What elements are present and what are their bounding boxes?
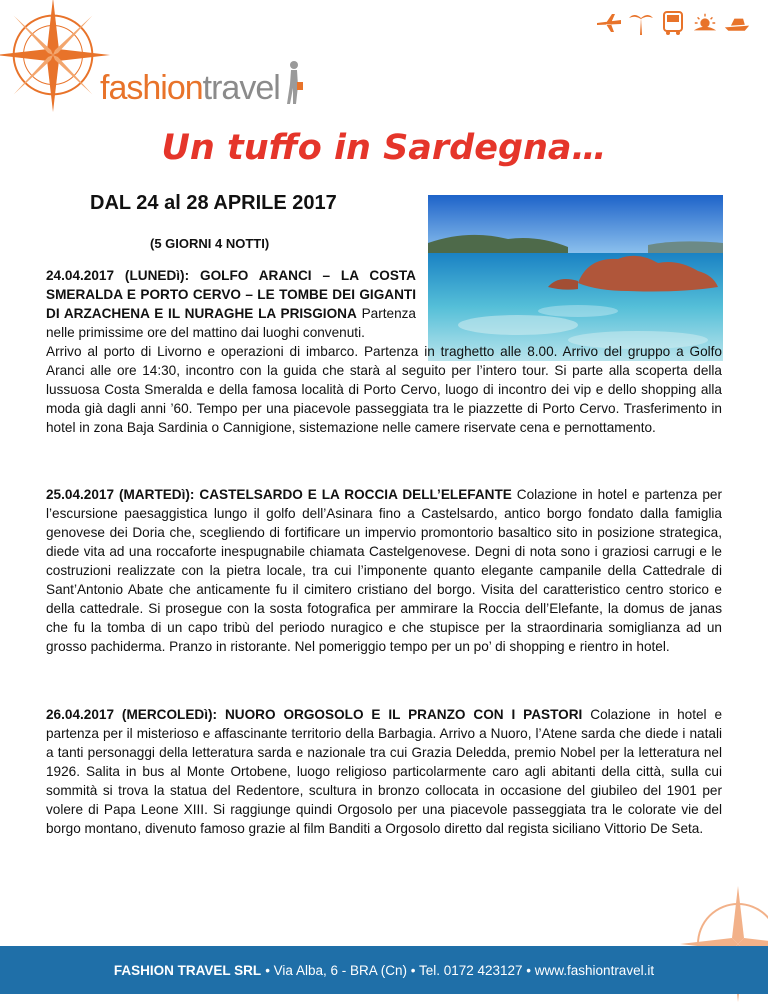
day-3-heading: 26.04.2017 (MERCOLEDì): NUORO ORGOSOLO E IL PRANZO CON I PASTORI [46, 707, 583, 722]
trip-dates: DAL 24 al 28 APRILE 2017 [90, 192, 337, 214]
day-2-body: Colazione in hotel e partenza per l’escursione paesaggistica lungo il golfo dell’Asinara fino a Castelsardo, antico borgo fondato dalla famiglia genovese dei Doria che, scegliendo di fortificare un impervio promontorio basaltico sito in posizione strategica, diede vita ad una roccaforte inespugnabile chiamata Castelgenovese. Degni di nota sono i graziosi carrugi e le costruzioni realizzate con la pietra locale, tra cui l’imponente quanto elegante campanile della Cattedrale di Sant’Antonio Abate che anticamente fu il cimitero cristiano del borgo. Visita del caratteristico centro storico e della cattedrale. Si prosegue con la sosta fotografica per ammirare la Roccia dell’Elefante, la domus de janas che fu la tomba di un capo tribù del periodo nuragico e che stupisce per la straordinaria somiglianza ad un grosso pachiderma. Pranzo in ristorante. Nel pomeriggio tempo per un po’ di shopping e rientro in hotel. [46, 487, 722, 654]
palm-tree-icon [628, 10, 654, 36]
day-3-body: Colazione in hotel e partenza per il misterioso e affascinante territorio della Barbagia. Arrivo a Nuoro, l’Atene sarda che diede i natali a tanti personaggi della letteratura sarda e nazionale tra cui Grazia Deledda, premio Nobel per la letteratura nel 1926. Salita in bus al Monte Ortobene, luogo religioso particolarmente caro agli abitanti della città, sulla cui sommità si trova la statua del Redentore, scultura in bronzo collocata in occasione del giubileo del 1901 per volere di Papa Leone XIII. Si raggiunge quindi Orgosolo per una piacevole passeggiata tra le colorate vie del borgo montano, divenuto famoso grazie al film Banditi a Orgosolo diretto dal regista siciliano Vittorio De Seta. [46, 707, 723, 836]
traveler-figure-icon [282, 60, 304, 106]
ship-icon [724, 10, 750, 36]
day-1-body: Arrivo al porto di Livorno e operazioni di imbarco. Partenza in traghetto alle 8.00. Arrivo del gruppo a Golfo Aranci alle ore 14:30, incontro con la guida che starà al seguito per l’intero tour. Si parte alla scoperta della lussuosa Costa Smeralda e della famosa località di Porto Cervo, luogo di incontro dei vip e dello shopping alla moda già dagli anni ’60. Tempo per una piacevole passeggiata tra le piazzette di Porto Cervo. Trasferimento in hotel in zona Baja Sardinia o Cannigione, sistemazione nelle camere riservate cena e pernottamento. [46, 344, 722, 435]
bus-icon [660, 10, 686, 36]
brand-word-travel: travel [202, 69, 280, 107]
brand-word-fashion: fashion [100, 69, 203, 107]
day-1-intro: Partenza nelle primissime ore del mattino dai luoghi convenuti. [46, 306, 416, 340]
compass-rose-icon [0, 0, 112, 114]
day-1-paragraph [46, 266, 722, 437]
trip-duration: (5 GIORNI 4 NOTTI) [150, 236, 270, 251]
brand-logo [100, 58, 304, 108]
page-title: Un tuffo in Sardegna… [161, 128, 607, 168]
day-3-paragraph [46, 705, 722, 838]
day-2-paragraph [46, 485, 722, 656]
day-1-heading: 24.04.2017 (LUNEDì): GOLFO ARANCI – LA COSTA SMERALDA E PORTO CERVO – LE TOMBE DEI GIGANTI DI ARZACHENA E IL NURAGHE LA PRISGIONA [46, 268, 416, 321]
footer-bar [0, 946, 768, 994]
island-sun-icon [692, 10, 718, 36]
header-icons [596, 10, 750, 36]
day-2-heading: 25.04.2017 (MARTEDì): CASTELSARDO E LA ROCCIA DELL’ELEFANTE [46, 487, 512, 502]
footer-company: FASHION TRAVEL SRL [113, 962, 262, 978]
footer-details: • Via Alba, 6 - BRA (Cn) • Tel. 0172 423127 • www.fashiontravel.it [265, 962, 655, 978]
airplane-icon [596, 10, 622, 36]
